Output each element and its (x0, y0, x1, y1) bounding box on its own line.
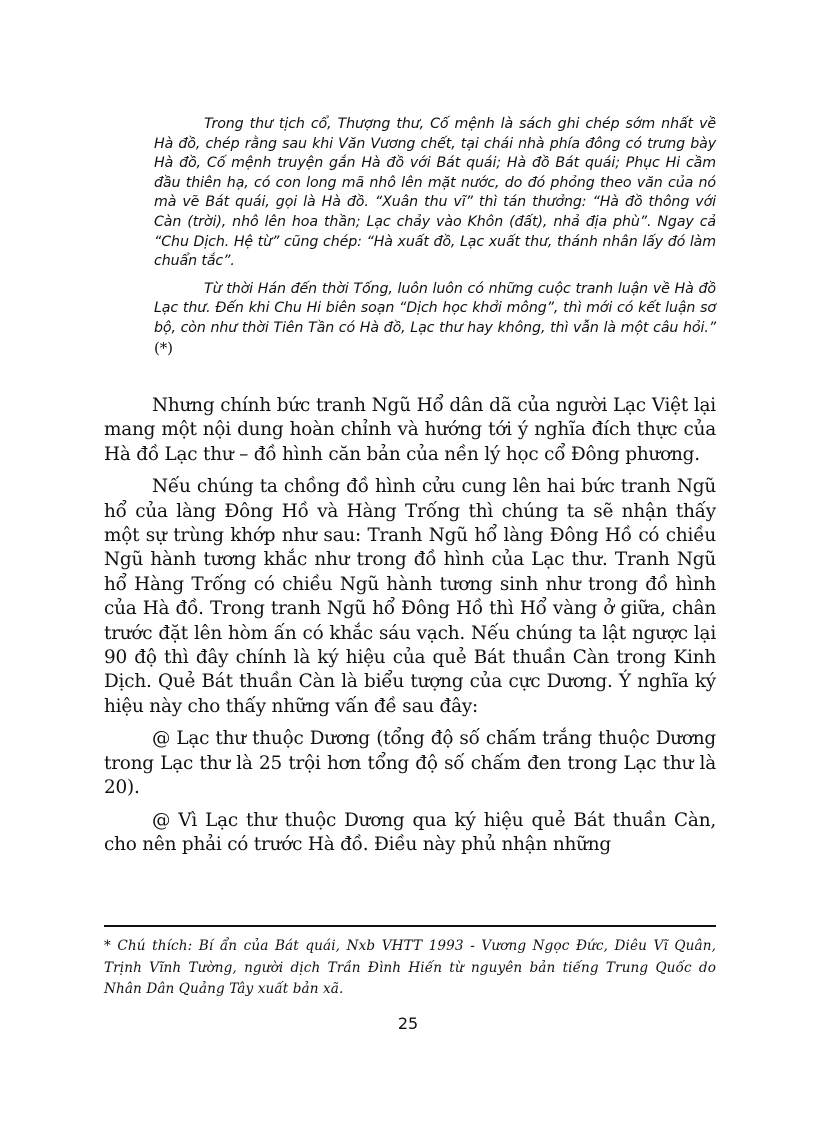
footnote: * Chú thích: Bí ẩn của Bát quái, Nxb VHTT 1993 - Vương Ngọc Đức, Diêu Vĩ Quân, Trịnh Vĩnh Tường, người dịch Trần Đình Hiến từ nguyên bản tiếng Trung Quốc do Nhân Dân Quảng Tây xuất bản xã. (104, 938, 716, 998)
body-paragraph-1: Nhưng chính bức tranh Ngũ Hổ dân dã của người Lạc Việt lại mang một nội dung hoàn chỉnh và hướng tới ý nghĩa đích thực của Hà đồ Lạc thư – đồ hình căn bản của nền lý học cổ Đông phương. (104, 395, 716, 465)
body-paragraph-3: @ Lạc thư thuộc Dương (tổng độ số chấm trắng thuộc Dương trong Lạc thư là 25 trội hơn tổng độ số chấm đen trong Lạc thư là 20). (104, 728, 716, 799)
footnote-reference-mark: (*) (154, 338, 173, 357)
body-text (104, 394, 716, 857)
body-paragraph-2: Nếu chúng ta chồng đồ hình cửu cung lên hai bức tranh Ngũ hổ của làng Đông Hồ và Hàng Trống thì chúng ta sẽ nhận thấy một sự trùng khớp như sau: Tranh Ngũ hổ làng Đông Hồ có chiều Ngũ hành tương khắc như trong đồ hình của Lạc thư. Tranh Ngũ hổ Hàng Trống có chiều Ngũ hành tương sinh như trong đồ hình của Hà đồ. Trong tranh Ngũ hổ Đông Hồ thì Hổ vàng ở giữa, chân trước đặt lên hòm ấn có khắc sáu vạch. Nếu chúng ta lật ngược lại 90 độ thì đây chính là ký hiệu của quẻ Bát thuần Càn trong Kinh Dịch. Quẻ Bát thuần Càn là biểu tượng của cực Dương. Ý nghĩa ký hiệu này cho thấy những vấn đề sau đây: (104, 476, 716, 717)
block-quote (154, 115, 716, 359)
quote-paragraph-1: Trong thư tịch cổ, Thượng thư, Cố mệnh là sách ghi chép sớm nhất về Hà đồ, chép rằng sau khi Văn Vương chết, tại chái nhà phía đông có trưng bày Hà đồ, Cố mệnh truyện gắn Hà đồ với Bát quái; Hà đồ Bát quái; Phục Hi cầm đầu thiên hạ, có con long mã nhô lên mặt nước, do đó phỏng theo văn của nó mà vẽ Bát quái, gọi là Hà đồ. “Xuân thu vĩ” thì tán thưởng: “Hà đồ thông với Càn (trời), nhô lên hoa thần; Lạc chảy vào Khôn (đất), nhả địa phù”. Ngay cả “Chu Dịch. Hệ từ” cũng chép: “Hà xuất đồ, Lạc xuất thư, thánh nhân lấy đó làm chuẩn tắc”. (154, 116, 716, 270)
footnote-divider (104, 925, 716, 927)
quote-paragraph-2-text: Từ thời Hán đến thời Tống, luôn luôn có những cuộc tranh luận về Hà đồ Lạc thư. Đến khi Chu Hi biên soạn “Dịch học khởi mông”, thì mới có kết luận sơ bộ, còn như thời Tiên Tần có Hà đồ, Lạc thư hay không, thì vẫn là một câu hỏi.” (154, 280, 716, 336)
quote-paragraph-2 (154, 280, 716, 359)
body-paragraph-4: @ Vì Lạc thư thuộc Dương qua ký hiệu quẻ Bát thuần Càn, cho nên phải có trước Hà đồ. Điều này phủ nhận những (104, 809, 716, 855)
page-number: 25 (397, 1014, 419, 1033)
